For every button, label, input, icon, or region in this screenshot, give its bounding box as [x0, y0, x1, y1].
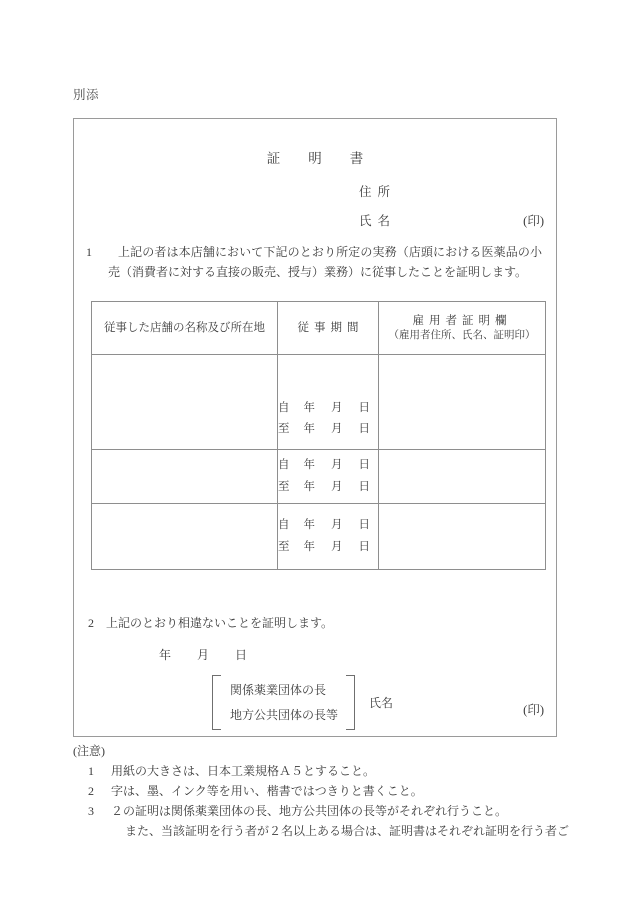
name-label: 氏名: [359, 214, 397, 228]
term-to-1: 至 年 月 日: [278, 423, 370, 435]
certificate-frame: [73, 118, 557, 737]
table-row: [92, 355, 546, 450]
header-proof: [379, 302, 546, 355]
attachment-label: 別添: [73, 88, 100, 102]
cell-proof-1[interactable]: [379, 355, 546, 450]
cell-term-3[interactable]: [278, 504, 379, 570]
note-item-3: [73, 802, 593, 821]
clause-2-text: 上記のとおり相違ないことを証明します。: [106, 616, 334, 630]
term-from-3: 自 年 月 日: [278, 519, 370, 532]
date-year-label: 年: [159, 648, 172, 662]
table-row: [92, 450, 546, 504]
signer-name-label: 氏名: [369, 696, 394, 711]
seal-mark-applicant: (印): [523, 214, 544, 228]
note-item-2: [73, 782, 593, 801]
header-shop: 従事した店舗の名称及び所在地: [92, 302, 278, 355]
bracket-left-icon: [212, 675, 221, 730]
table-row: [92, 504, 546, 570]
note-1-number: 1: [88, 763, 94, 778]
note-item-1: [73, 762, 593, 781]
note-3-number: 3: [88, 804, 94, 819]
date-month-label: 月: [197, 648, 210, 662]
table-header-row: [92, 302, 546, 355]
bracket-right-icon: [346, 675, 355, 730]
address-label: 住所: [359, 185, 397, 199]
cell-term-1[interactable]: [278, 355, 379, 450]
cell-shop-2[interactable]: [92, 450, 278, 504]
term-from-2: 自 年 月 日: [278, 459, 370, 472]
term-to-3: 至 年 月 日: [278, 540, 370, 553]
date-day-label: 日: [235, 648, 248, 662]
experience-table: [91, 301, 546, 570]
term-to-2: 至 年 月 日: [278, 480, 370, 493]
notes-section: [73, 742, 593, 841]
clause-1: [86, 243, 542, 283]
term-from-1: 自 年 月 日: [278, 401, 370, 414]
clause-1-number: 1: [86, 245, 92, 259]
page-title: 証明書: [266, 151, 392, 166]
note-2-number: 2: [88, 784, 94, 799]
note-2-text: 字は、墨、インク等を用い、楷書ではつきりと書くこと。: [111, 784, 423, 799]
cell-term-2[interactable]: [278, 450, 379, 504]
note-1-text: 用紙の大きさは、日本工業規格Ａ５とすること。: [111, 763, 376, 778]
cell-proof-3[interactable]: [379, 504, 546, 570]
clause-2: [88, 614, 333, 631]
note-3-continuation: また、当該証明を行う者が２名以上ある場合は、証明書はそれぞれ証明を行う者ご: [125, 823, 570, 838]
cell-shop-3[interactable]: [92, 504, 278, 570]
header-proof-main: 雇用者証明欄: [412, 314, 512, 327]
certification-date-line: [159, 646, 247, 663]
signer-block: [212, 675, 393, 730]
seal-mark-signer: (印): [523, 703, 544, 717]
signer-option-1: 関係薬業団体の長: [230, 683, 327, 697]
header-term: 従事期間: [278, 302, 379, 355]
clause-2-number: 2: [88, 616, 94, 630]
header-proof-sub: （雇用者住所、氏名、証明印）: [388, 329, 536, 341]
cell-shop-1[interactable]: [92, 355, 278, 450]
notes-title: (注意): [73, 744, 105, 758]
signer-option-2: 地方公共団体の長等: [230, 707, 339, 722]
cell-proof-2[interactable]: [379, 450, 546, 504]
clause-1-text: 上記の者は本店舗において下記のとおり所定の実務（店頭における医薬品の小売（消費者に対する直接の販売、授与）業務）に従事したことを証明します。: [108, 245, 542, 279]
note-3-text: ２の証明は関係薬業団体の長、地方公共団体の長等がそれぞれ行うこと。: [111, 804, 508, 819]
signer-options: [221, 675, 346, 730]
